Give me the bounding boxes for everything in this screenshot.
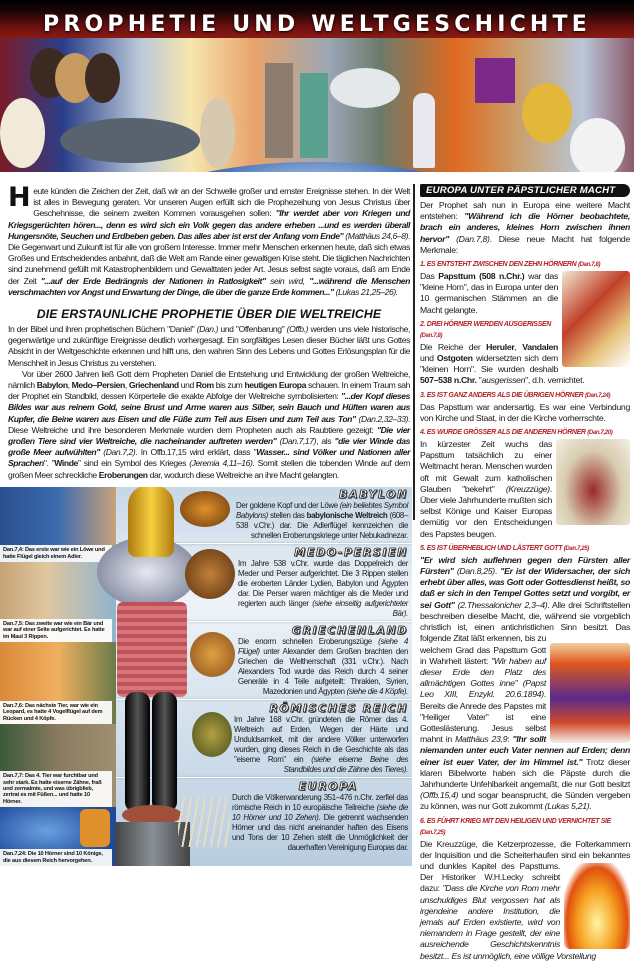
text-run: ". " — [43, 458, 55, 469]
point-text — [420, 402, 630, 424]
text-run: (Dan.7,8) — [449, 233, 490, 244]
caption: Dan.7,5: Das zweite war wie ein Bär und war auf einer Seite aufgerichtet. Es hatte im Maul 3 Rippen. — [0, 619, 112, 642]
text-run: "die vier Winde das große Meer aufwühlten" — [8, 436, 410, 458]
coronation-image — [556, 439, 630, 525]
text-run: , — [514, 341, 523, 352]
empire-text — [238, 637, 408, 697]
text-run: : — [507, 734, 513, 745]
text-run: babylonische Weltreich — [306, 510, 388, 520]
text-run: und — [178, 380, 196, 391]
text-run: (Offb.15,4) — [420, 790, 459, 801]
point-title: 2. DREI HÖRNER WERDEN AUSGERISSEN — [420, 320, 551, 328]
text-run: "Ihr sollt niemanden unter euch Vater nennen auf Erden; denn einer ist euer Vater, der im Himmel ist." — [420, 734, 630, 767]
empires-infographic — [0, 487, 412, 866]
text-run: (Dan.) — [196, 324, 219, 335]
point-ref: (Dan.7,8) — [577, 262, 601, 269]
point-heading — [420, 390, 630, 402]
text-run: Der Prophet sah nun in Europa eine weitere Macht entstehen: — [420, 200, 630, 222]
point-text — [420, 555, 630, 813]
caption: Dan.7,6: Das nächste Tier, war wie ein Leopard, es hatte 4 Vogelflügel auf dem Rücken und 4 Köpfe. — [0, 701, 112, 724]
text-run: (Jeremia 4,11–16) — [189, 458, 253, 469]
text-run: bis zum — [213, 380, 245, 391]
text-run: Die enorm schnellen Eroberungszüge — [238, 636, 379, 646]
pope-throne-image — [550, 643, 630, 743]
greek-ruins-image — [0, 642, 116, 724]
beast-image — [192, 712, 232, 757]
point-ref: (Dan.7,20) — [587, 430, 613, 437]
point-heading — [420, 816, 630, 839]
text-run: "Während ich die Hörner beobachtete, brach ein anderes, kleines Horn zwischen ihnen hervor" — [420, 211, 630, 244]
text-run: . Diese Weltreiche und ihre besonderen Merkmale wurden dem Propheten auch als Raubtiere gezeigt: — [8, 413, 410, 435]
text-run: "Er wird sich auflehnen gegen den Fürsten aller Fürsten" — [420, 554, 630, 577]
text-run: " sind ein Symbol des Krieges — [77, 458, 190, 469]
text-run: Durch die Völkerwanderung 351–476 n.Chr. zerfiel das römische Reich in 10 europäische Teilreiche — [232, 792, 408, 812]
text-run: Heruler — [486, 341, 515, 352]
point-ref: (Dan.7,8) — [420, 332, 443, 339]
text-run: "Er ist der Widersacher, der sich erhebt über alles, was Gott oder Gottesdienst heißt, so daß er sich in den Tempel Gottes setzt und vorgibt, er sei Gott" — [420, 566, 630, 610]
text-run: widersetzten sich dem "kleinen Horn". Sie wurden deshalb — [420, 353, 558, 375]
text-run: Babylon — [36, 380, 68, 391]
text-run: . Bereits die Anrede des Papstes mit "Heiliger Vater" ist eine Gotteslästerung. Jesus selbst mahnt in — [420, 689, 546, 745]
text-run: . — [494, 566, 501, 577]
text-run: dar, wodurch diese Weltreiche an ihre Macht gelangten. — [147, 469, 339, 480]
stake-fire-image — [564, 863, 630, 949]
text-run: (siehe die 4 Köpfe). — [346, 686, 408, 696]
text-run: Vandalen — [522, 341, 558, 352]
paragraph — [8, 324, 410, 369]
text-run: , als — [316, 436, 335, 447]
text-run: (Lukas 5,21). — [544, 801, 592, 812]
section-heading: DIE ERSTAUNLICHE PROPHETIE ÜBER DIE WELTREICHE — [36, 307, 382, 322]
text-run: und — [420, 353, 437, 364]
text-run: (Matthäus 24,6–8) — [343, 230, 409, 241]
drop-cap: H — [8, 182, 31, 213]
empire-heading: GRIECHENLAND — [291, 623, 408, 637]
header-banner — [0, 0, 634, 172]
text-run: schauen. In einem Traum sah der Prophet ein Standbild, dessen Körperteile die exakte Abfolge der Weltreiche symbolisierten: — [8, 380, 411, 402]
text-run: " — [476, 375, 482, 386]
bear-image — [185, 549, 235, 599]
empire-heading: EUROPA — [298, 779, 358, 793]
text-run: war das "kleine Horn", das in Europa unter den 10 germanischen Stämmen an die Macht gelangte. — [420, 271, 558, 315]
text-run: und "Offenbarung" — [218, 324, 287, 335]
text-run: Eroberungen — [98, 469, 148, 480]
text-run: (Dan.7,17) — [276, 436, 317, 447]
leopard-image — [190, 632, 235, 677]
text-run: unter Alexander dem Großen brachten den Griechen die Weltherrschaft (331 v.Chr.). Nach Alexanders Tod wurde das Reich durch 4 seiner Generäle in 4 Teile aufgeteilt: Thrakien, Syrien, Mazedonien und Ägypten — [238, 646, 408, 696]
point-ref: (Dan.7,25) — [563, 545, 589, 552]
text-run: "Dass die Kirche von Rom mehr unschuldiges Blut vergossen hat als irgendeine andere Institution, die jemals auf Erden existierte, wird von niemandem in Frage gestellt, der eine ausreichende Geschichtskenntnis besitzt... Es ist unmöglich, eine völlige Vorstellung — [420, 883, 596, 961]
point-text — [420, 271, 630, 316]
empire-text — [238, 559, 408, 619]
point-heading — [420, 543, 630, 555]
point-title: 3. ES IST GANZ ANDERS ALS DIE ÜBRIGEN HÖRNER — [420, 391, 584, 399]
text-run: Rom — [195, 380, 214, 391]
text-run: Medo–Persien — [71, 380, 125, 391]
lion-image — [180, 491, 230, 527]
text-run: (siehe 4 Flügel) — [238, 636, 408, 656]
text-run: , — [67, 380, 72, 391]
text-run: werden uns viele historische, gegenwärtige und zukünftige Ereignisse deutlich vorhergesagt. Ein sorgfältiges Lesen dieser Bücher läßt uns Gottes Absicht in der Weltgeschichte erkennen und hilft uns, den wahren Sinn des Lebens und Gottes Erlösungsplan für die Menschheit in Jesus Christus zu verstehen. — [8, 324, 410, 368]
point-text — [420, 839, 630, 962]
text-run: "Die vier großen Tiere sind vier Weltreiche, die nacheinander auftreten werden" — [8, 424, 410, 447]
point-title: 1. ES ENTSTEHT ZWISCHEN DEN ZEHN HÖRNERN — [420, 261, 577, 269]
text-run: "Ihr werdet aber von Kriegen und Kriegsgerüchten hören..., denn es wird sich ein Volk gegen das andere erheben ...und es werden überall Hungersnöte, Seuchen und Erdbeben geben. Das alles aber ist erst der Anfang vom Ende" — [8, 208, 410, 241]
text-run: Wasser... sind Völker und Nationen aller Sprachen — [8, 447, 410, 469]
text-run: Das Papsttum war andersartig. Es war eine Verbindung von Kirche und Staat, in der die Kirche vorherrschte. — [420, 401, 630, 423]
text-run: ausgerissen — [481, 375, 526, 386]
column-heading: EUROPA UNTER PÄPSTLICHER MACHT — [420, 184, 630, 197]
horns-image — [178, 797, 230, 847]
empire-text — [236, 501, 408, 541]
text-run: stellen das — [267, 510, 307, 520]
text-run: . Über viele Jahrhunderte mußten sich selbst Könige und Kaiser Europas demütig vor den Entscheidungen des Papstes beugen. — [420, 483, 552, 539]
text-run: Die Kreuzzüge, die Ketzerprozesse, die Folterkammern der Inquisition und die Scheiterhaufen sind ein bekanntes und dunkles Kapitel des Papsttums. Der Historiker W.H.Lecky schreibt dazu: — [420, 838, 630, 894]
paragraph — [8, 369, 410, 481]
text-run: (Dan.2,32–33) — [355, 413, 409, 424]
text-run: Papsttum (508 n.Chr.) — [438, 271, 525, 282]
text-run: eute künden die Zeichen der Zeit, daß wir an der Schwelle großer und ernster Ereignisse stehen. In der Welt ist alles in Bewegung geraten. Vor unseren Augen erfüllt sich die Prophezeihung von Jesus Christus über Geschehnisse, die seinem zweiten Kommen vorausgehen sollen: — [33, 186, 410, 219]
caption: Dan.7,4: Das erste war wie ein Löwe und hatte Flügel gleich einem Adler. — [0, 545, 112, 562]
text-run: . Alle drei Schriftstellen beschreiben dieselbe Macht, die, während sie vorgeblich christlich ist, einen antichristlichen Sinn besitzt. Das folgende Zitat läßt erkennen, bis zu welchem Grad das Papsttum Gott in Wahrheit lästert: — [420, 599, 631, 666]
text-run: 507–538 n.Chr. — [420, 375, 477, 386]
text-run: (Lukas 21,25–26). — [333, 286, 398, 297]
point-ref: (Dan.7,24) — [585, 392, 611, 399]
text-run: "Wir haben auf dieser Erde den Platz des allmächtigen Gottes inne" (Papst Leo XIII, Enzykl. 20.6.1894) — [420, 655, 546, 700]
text-run: (siehe eiserne Beine des Standbildes und die Zähne des Tieres). — [283, 754, 408, 774]
text-run: (Dan.7,2) — [99, 447, 136, 458]
text-run: . In Offb.17,15 wird erklärt, dass " — [135, 447, 257, 458]
text-run: . Diese neue Macht hat folgende Merkmale: — [420, 233, 630, 255]
europe-map-image — [0, 807, 116, 866]
text-run: Griechenland — [128, 380, 179, 391]
text-run: Der goldene Kopf und der Löwe — [236, 500, 340, 510]
empire-text — [232, 793, 408, 853]
empire-text — [234, 715, 408, 775]
caption: Dan.7,7: Das 4. Tier war furchtbar und sehr stark. Es hatte eiserne Zähne, fraß und zermalmte, und was übrigblieb, zertrat es mit Füßen... und hatte 10 Hörner. — [0, 771, 112, 806]
intro-paragraph — [8, 182, 410, 298]
text-run: (Offb.) — [286, 324, 309, 335]
text-run: "...auf der Erde Bedrängnis der Nationen in Ratlosigkeit" — [40, 275, 266, 286]
text-run: "...während die Menschen verschmachten vor Angst und Erwartung der Dinge, die über die ganze Erde kommen..." — [8, 275, 410, 297]
caption: Dan.7,24: Die 10 Hörner sind 10 Könige, die aus diesem Reich hervorgehen. — [0, 849, 112, 866]
text-run: Trotz dieser klaren Bibelworte haben sich die Päpste durch die Jahrhunderte Unfehlbarkeit angemaßt, die nur Gott besitzt — [420, 756, 630, 789]
text-run: heutigen Europa — [244, 380, 306, 391]
text-run: Die Reiche der — [420, 341, 487, 352]
text-run: sein wird, — [265, 275, 310, 286]
point-ref: (Dan.7,25) — [420, 829, 446, 836]
text-run: (siehe die 10 Hörner und 10 Zehen) — [232, 802, 408, 822]
text-run: (siehe einseitig aufgerichteter Bär). — [312, 598, 408, 618]
text-run: , — [124, 380, 129, 391]
point-text — [420, 439, 630, 540]
text-run: . Somit stellen die tobenden Winde auf dem großen Meer schreckliche — [8, 458, 410, 480]
text-run: In kürzester Zeit wuchs das Papsttum tatsächlich zu einer Weltmacht heran. Menschen wurden oft mit Gewalt zum katholischen Glauben "bekehrt" — [420, 439, 552, 494]
papal-power-column — [420, 184, 630, 962]
text-run: . Die Gegenwart und Zukunft ist für alle von großem Interesse. Immer mehr Menschen erkennen heute, daß sich etwas Großes und Entscheidendes anbahnt, daß die Welt am Rande einer gewaltigen Krise steht. Die täglichen Nachrichten sind zunehmend gefüllt mit Katastrophenbildern und Gewalttaten jeder Art. Jesus selbst sagte voraus, daß am Ende der Zeit — [8, 230, 410, 286]
point-title: 6. ES FÜHRT KRIEG MIT DEN HEILIGEN UND VERNICHTET SIE — [420, 817, 611, 825]
text-run: (Dan.8,25) — [453, 566, 495, 577]
header-collage-image — [0, 38, 634, 172]
text-run: In der Bibel und ihren prophetischen Büchern "Daniel" — [8, 324, 197, 335]
point-heading — [420, 427, 630, 439]
page-title: PROPHETIE UND WELTGESCHICHTE — [43, 12, 591, 37]
text-run: Vor über 2600 Jahren ließ Gott dem Propheten Daniel die Entstehung und Entwicklung der großen Weltreiche, nämlich — [8, 368, 410, 391]
left-column — [0, 184, 412, 866]
column-intro — [420, 200, 630, 256]
rome-colosseum-image — [0, 724, 116, 807]
text-run: (608–538 v.Chr.) dar. Die Adlerflügel kennzeichen die schnellen Eroberungskriege unter Nebukadnezar. — [236, 510, 408, 540]
empire-heading: RÖMISCHES REICH — [269, 701, 408, 715]
text-run: (Kreuzzüge) — [505, 483, 550, 494]
empire-heading: BABYLON — [338, 487, 408, 501]
point-title: 4. ES WURDE GRÖSSER ALS DIE ANDEREN HÖRNER — [420, 429, 586, 437]
text-run: (2.Thessalonicher 2,3–4) — [454, 599, 548, 610]
text-run: Das — [420, 271, 439, 282]
text-run: und sogar beansprucht, die Sünden vergeben zu können, was nur Gott zukommt — [420, 790, 630, 812]
column-divider — [413, 184, 415, 520]
text-run: Im Jahre 538 v.Chr. wurde das Doppelreich der Meder und Perser aufgerichtet. Die 3 Rippen stellen die eroberten Länder Lydien, Babylon und Ägypten dar. Die Perser waren mächtiger als die Meder und regierten auch länger — [238, 558, 408, 608]
text-run: "...der Kopf dieses Bildes war aus reinem Gold, seine Brust und Arme waren aus Silber, sein Bauch und Hüften waren aus Kupfer, die Beine waren aus Eisen und die Füße zum Teil aus Eisen und zum Teil aus Ton" — [8, 391, 410, 424]
babylon-gate-image — [0, 487, 116, 562]
text-run: Ostgoten — [436, 353, 473, 364]
text-run: Winde — [54, 458, 78, 469]
section-body — [8, 324, 410, 481]
pope-image — [562, 271, 630, 367]
point-title: 5. ES IST ÜBERHEBLICH UND LÄSTERT GOTT — [420, 544, 563, 552]
text-run: Im Jahre 168 v.Chr. gründeten die Römer das 4. Weltreich auf Erden. Wegen der Härte und Unduldsamkeit, mit der andere Völker unterworfen wurden, ging dieses Reich in die Geschichte als das "eiserne Rom" ein — [234, 714, 408, 764]
text-run: . Die getrennt wachsenden Hörner und das nicht aneinander haften des Eisens und Tons der 10 Zehen stellt die Unmöglichkeit der dauerhaften Vereinigung Europas dar. — [232, 812, 408, 852]
text-run: Matthäus 23,9 — [455, 734, 508, 745]
point-heading — [420, 259, 630, 271]
text-run: (ein beliebtes Symbol Babylons) — [236, 500, 408, 520]
empire-heading: MEDO-PERSIEN — [294, 545, 408, 559]
text-run: ", d.h. vernichtet. — [525, 375, 585, 386]
